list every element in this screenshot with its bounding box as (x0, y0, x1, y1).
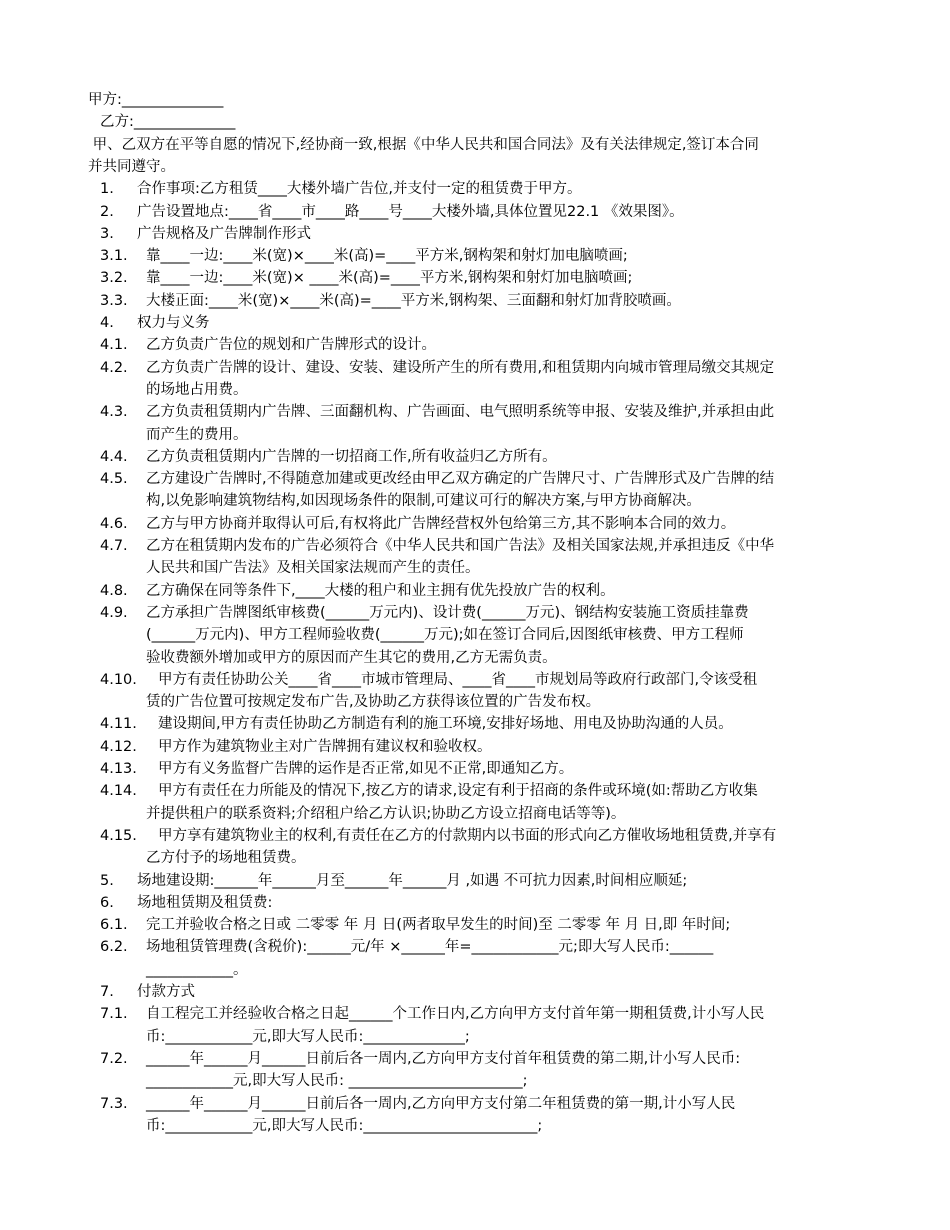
clause-line (0, 201, 950, 223)
clause-text: 并提供租户的联系资料;介绍租户给乙方认识;协助乙方设立招商电话等等)。 (146, 805, 626, 822)
clause-line (0, 870, 950, 892)
clause-number: 7.1. (100, 1006, 128, 1023)
clause-text: ____________元,即大写人民币: ________________________; (146, 1073, 528, 1090)
party-b-line (0, 111, 950, 133)
clause-number: 3.1. (100, 248, 128, 265)
clause-line (0, 713, 950, 735)
clause-line (0, 312, 950, 334)
clause-text: 而产生的费用。 (146, 426, 248, 443)
clause-line (0, 981, 950, 1003)
clause-line (0, 758, 950, 780)
clause-text: 靠____一边:____米(宽)×____米(高)=____平方米,钢构架和射灯加电脑喷画; (146, 248, 628, 265)
clause-line (0, 1070, 950, 1092)
clause-number: 6.2. (100, 939, 128, 956)
clause-number: 4.13. (100, 761, 137, 777)
party-b-label: 乙方:______________ (100, 114, 236, 131)
clause-text: 验收费额外增加或甲方的原因而产生其它的费用,乙方无需负责。 (146, 649, 557, 666)
clause-line (0, 334, 950, 356)
clause-number: 4.1. (100, 337, 128, 354)
clause-text: ______年______月______日前后各一周内,乙方向甲方支付首年租赁费的第二期,计小写人民币: (146, 1050, 741, 1067)
clause-line (0, 535, 950, 557)
clause-text: 乙方承担广告牌图纸审核费(______万元内)、设计费(______万元)、钢结构安装施工资质挂靠费 (146, 604, 749, 621)
clause-line (0, 490, 950, 512)
clause-text: 甲方有责任协助公关____省____市城市管理局、____省____市规划局等政府行政部门,令该受租 (158, 671, 758, 688)
clause-text: ____________。 (146, 961, 248, 978)
clause-line (0, 513, 950, 535)
clause-text: 甲方有责任在力所能及的情况下,按乙方的请求,设定有利于招商的条件或环境(如:帮助乙方收集 (158, 783, 758, 800)
clause-number: 2. (100, 203, 114, 220)
clause-number: 6.1. (100, 917, 128, 934)
clause-text: 完工并验收合格之日或 二零零 年 月 日(两者取早发生的时间)至 二零零 年 月 日,即 年时间; (146, 917, 731, 934)
clause-text: 合作事项:乙方租赁____大楼外墙广告位,并支付一定的租赁费于甲方。 (137, 181, 582, 198)
clause-line (0, 357, 950, 379)
clause-number: 3.3. (100, 292, 128, 309)
clause-line (0, 1026, 950, 1048)
clause-line (0, 379, 950, 401)
clause-text: 乙方建设广告牌时,不得随意加建或更改经由甲乙双方确定的广告牌尺寸、广告牌形式及广告牌的结 (146, 471, 775, 488)
clause-text: 乙方确保在同等条件下,____大楼的租户和业主拥有优先投放广告的权利。 (146, 582, 615, 599)
clause-line (0, 557, 950, 579)
clause-text: 场地租赁管理费(含税价):______元/年 ×______年=____________元;即大写人民币:______ (146, 939, 714, 956)
clause-text: 甲方享有建筑物业主的权利,有责任在乙方的付款期内以书面的形式向乙方催收场地租赁费,并享有 (158, 827, 777, 844)
clause-number: 4.2. (100, 359, 128, 376)
clause-line (0, 892, 950, 914)
clause-text: 甲方作为建筑物业主对广告牌拥有建议权和验收权。 (158, 738, 492, 755)
clause-text: 场地建设期:______年______月至______年______月 ,如遇 不可抗力因素,时间相应顺延; (137, 872, 688, 889)
clause-line (0, 936, 950, 958)
clause-line (0, 290, 950, 312)
clause-line (0, 780, 950, 802)
clause-number: 4.12. (100, 738, 137, 755)
clause-line (0, 691, 950, 713)
clause-number: 4.9. (100, 604, 128, 621)
clause-text: 乙方负责广告位的规划和广告牌形式的设计。 (146, 337, 436, 354)
clause-number: 7. (100, 984, 114, 1000)
clause-line (0, 647, 950, 669)
clause-text: 币:____________元,即大写人民币:______________; (146, 1028, 470, 1045)
clause-text: 广告规格及广告牌制作形式 (137, 225, 311, 242)
clause-line (0, 580, 950, 602)
clause-line (0, 602, 950, 624)
clause-number: 4. (100, 315, 114, 331)
clause-text: 乙方负责租赁期内广告牌、三面翻机构、广告画面、电气照明系统等申报、安装及维护,并承担由此 (146, 404, 775, 421)
clause-text: (______万元内)、甲方工程师验收费(______万元);如在签订合同后,因图纸审核费、甲方工程师 (146, 627, 744, 644)
clause-text: 付款方式 (137, 984, 195, 1000)
clause-number: 4.4. (100, 448, 128, 465)
clause-text: 广告设置地点:____省____市____路____号____大楼外墙,具体位置见22.1 《效果图》。 (137, 203, 684, 220)
clause-text: 大楼正面:____米(宽)×____米(高)=____平方米,钢构架、三面翻和射灯加背胶喷画。 (146, 292, 681, 309)
preamble-text: 甲、乙双方在平等自愿的情况下,经协商一致,根据《中华人民共和国合同法》及有关法律规定,签订本合同 (88, 136, 759, 153)
clause-line (0, 1003, 950, 1025)
clause-number: 4.5. (100, 471, 128, 488)
clause-number: 5. (100, 872, 114, 889)
party-a-label: 甲方:______________ (88, 92, 224, 108)
clause-line (0, 401, 950, 423)
clause-text: 乙方与甲方协商并取得认可后,有权将此广告牌经营权外包给第三方,其不影响本合同的效力。 (146, 515, 736, 532)
clause-number: 4.10. (100, 671, 137, 688)
preamble-line (0, 134, 950, 156)
clause-line (0, 736, 950, 758)
clause-line (0, 825, 950, 847)
clause-line (0, 669, 950, 691)
clause-text: 乙方负责租赁期内广告牌的一切招商工作,所有收益归乙方所有。 (146, 448, 557, 465)
clause-text: 币:____________元,即大写人民币:________________________; (146, 1117, 543, 1134)
clause-text: 乙方在租赁期内发布的广告必须符合《中华人民共和国广告法》及相关国家法规,并承担违反《中华 (146, 538, 775, 554)
clause-line (0, 223, 950, 245)
clause-line (0, 446, 950, 468)
clause-text: 自工程完工并经验收合格之日起______个工作日内,乙方向甲方支付首年第一期租赁费,计小写人民 (146, 1006, 765, 1023)
party-a-line (0, 89, 950, 111)
clause-text: 乙方付予的场地租赁费。 (146, 850, 306, 867)
clause-text: ______年______月______日前后各一周内,乙方向甲方支付第二年租赁费的第一期,计小写人民 (146, 1095, 736, 1112)
clause-text: 甲方有义务监督广告牌的运作是否正常,如见不正常,即通知乙方。 (158, 761, 574, 777)
clause-text: 人民共和国广告法》及相关国家法规而产生的责任。 (146, 560, 480, 577)
clause-line (0, 1115, 950, 1137)
clause-line (0, 914, 950, 936)
clause-number: 4.11. (100, 716, 137, 733)
clause-text: 建设期间,甲方有责任协助乙方制造有利的施工环境,安排好场地、用电及协助沟通的人员。 (158, 716, 733, 733)
clause-number: 3. (100, 225, 114, 242)
clause-line (0, 624, 950, 646)
preamble-line (0, 156, 950, 178)
clause-number: 7.3. (100, 1095, 128, 1112)
clause-number: 4.7. (100, 538, 128, 554)
clause-number: 3.2. (100, 270, 128, 287)
clause-text: 权力与义务 (137, 315, 210, 331)
clause-number: 6. (100, 894, 114, 911)
clause-text: 构,以免影响建筑物结构,如因现场条件的限制,可建议可行的解决方案,与甲方协商解决。 (146, 493, 701, 510)
clause-number: 4.3. (100, 404, 128, 421)
clause-text: 赁的广告位置可按规定发布广告,及协助乙方获得该位置的广告发布权。 (146, 694, 601, 711)
clause-number: 4.14. (100, 783, 137, 800)
clause-line (0, 1048, 950, 1070)
clause-text: 场地租赁期及租赁费: (137, 894, 273, 911)
clause-number: 4.8. (100, 582, 128, 599)
clause-line (0, 267, 950, 289)
clause-line (0, 245, 950, 267)
clause-text: 靠____一边:____米(宽)× ____米(高)=____平方米,钢构架和射灯加电脑喷画; (146, 270, 633, 287)
clause-line (0, 1093, 950, 1115)
clause-line (0, 178, 950, 200)
clause-line (0, 847, 950, 869)
clause-text: 的场地占用费。 (146, 381, 248, 398)
preamble-text: 并共同遵守。 (88, 158, 175, 175)
clause-number: 1. (100, 181, 114, 198)
clause-number: 7.2. (100, 1050, 128, 1067)
clause-text: 乙方负责广告牌的设计、建设、安装、建设所产生的所有费用,和租赁期内向城市管理局缴交其规定 (146, 359, 775, 376)
clause-line (0, 424, 950, 446)
clause-line (0, 959, 950, 981)
clause-line (0, 468, 950, 490)
clause-number: 4.15. (100, 827, 137, 844)
clause-number: 4.6. (100, 515, 128, 532)
clause-line (0, 803, 950, 825)
